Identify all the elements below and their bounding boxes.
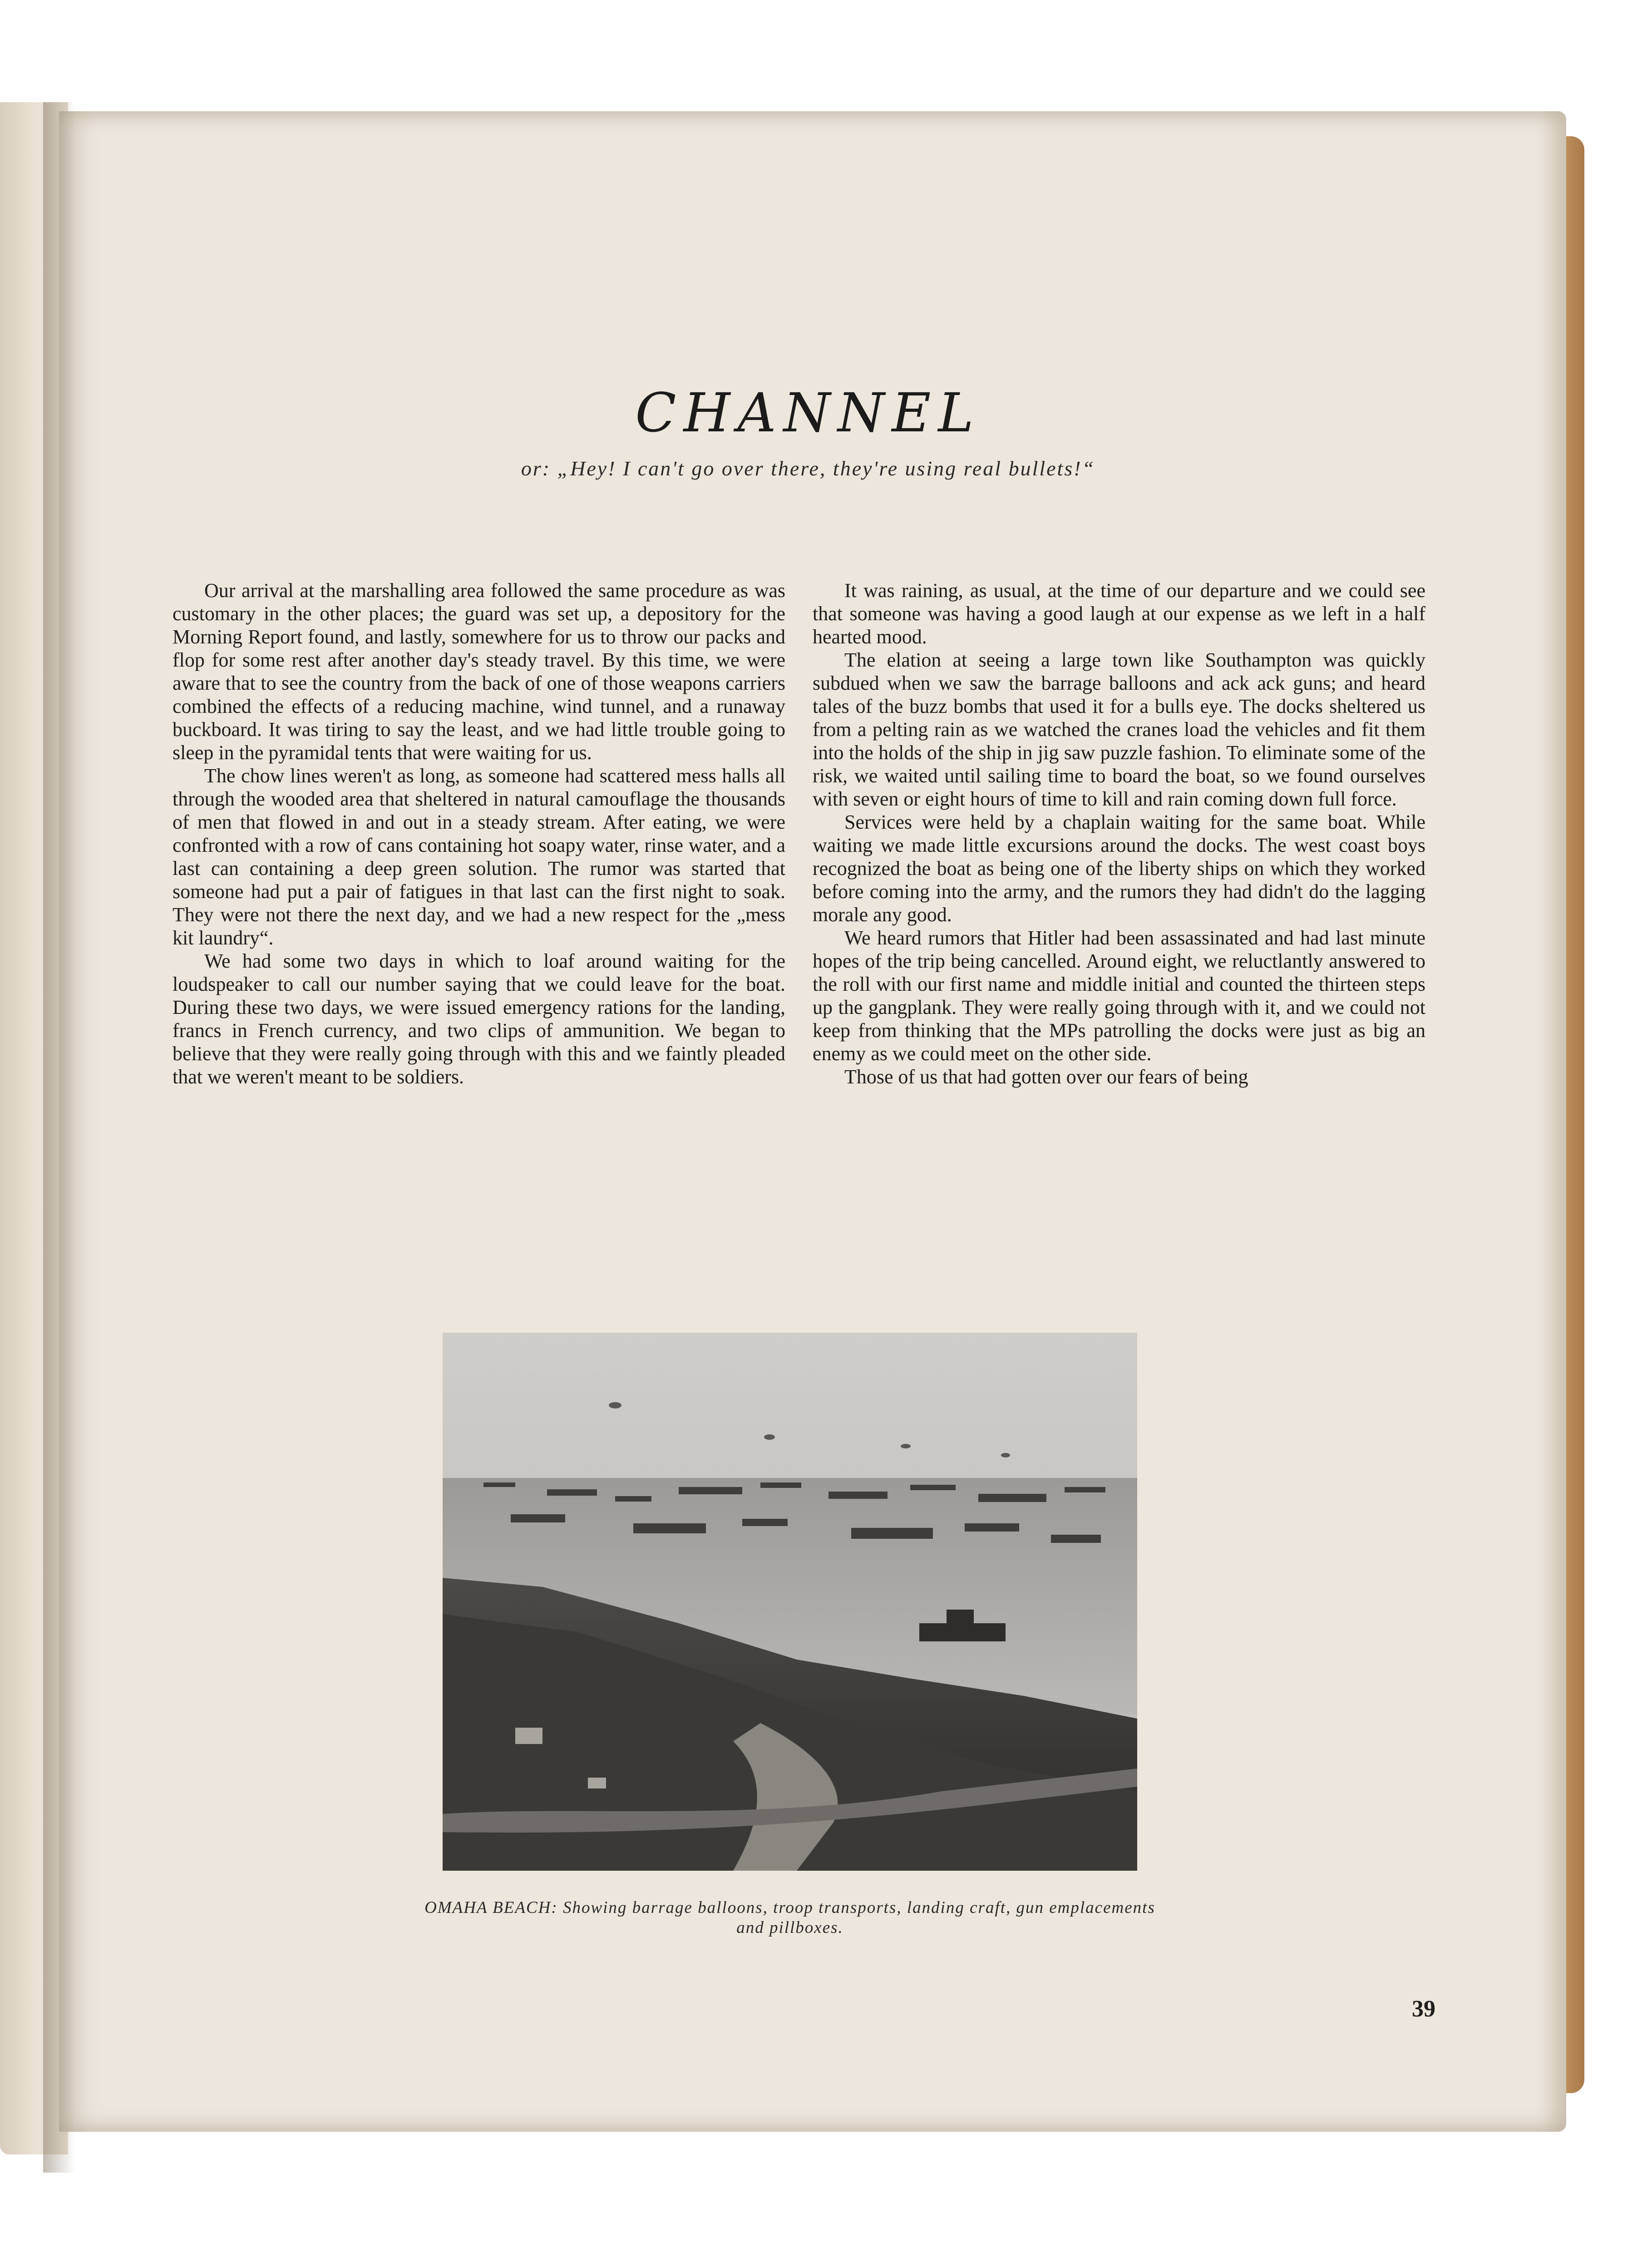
photo-caption: OMAHA BEACH: Showing barrage balloons, troop transports, landing craft, gun emplacements and pillboxes.	[424, 1898, 1155, 1937]
paragraph: It was raining, as usual, at the time of our departure and we could see that someone was having a good laugh at our expense as we left in a half hearted mood.	[813, 579, 1425, 648]
paragraph: Services were held by a chaplain waiting for the same boat. While waiting we made little excursions around the docks. The west coast boys recognized the boat as being one of the liberty ships on which they worked before coming into the army, and the rumors they had didn't do the lagging morale any good.	[813, 811, 1425, 926]
paragraph: Those of us that had gotten over our fears of being	[844, 1066, 1248, 1088]
page-title: CHANNEL	[635, 381, 981, 444]
page-number: 39	[1412, 1996, 1435, 2022]
paragraph: The chow lines weren't as long, as someone had scattered mess halls all through the wooded area that sheltered in natural camouflage the thousands of men that flowed in and out in a steady stream. After eating, we were confronted with a row of cans containing hot soapy water, rinse water, and a last can containing a deep green solution. The rumor was started that someone had put a pair of fatigues in that last can the first night to soak. They were not there the next day, and we had a new respect for the „mess kit laundry“.	[173, 765, 785, 949]
omaha-beach-photo	[443, 1333, 1137, 1871]
photo-illustration	[443, 1333, 1137, 1871]
paragraph: We heard rumors that Hitler had been assassinated and had last minute hopes of the trip being cancelled. Around eight, we reluctlantly answered to the roll with our first name and middle initial and counted the thirteen steps up the gangplank. They were really going through with it, and we could not keep from thinking that the MPs patrolling the docks were just as big an enemy as we could meet on the other side.	[813, 927, 1425, 1065]
paragraph: Our arrival at the marshalling area followed the same procedure as was customary in the other places; the guard was set up, a depository for the Morning Report found, and lastly, somewhere for us to throw our packs and flop for some rest after another day's steady travel. By this time, we were aware that to see the country from the back of one of those weapons carriers combined the effects of a reducing machine, wind tunnel, and a runaway buckboard. It was tiring to say the least, and we had little trouble going to sleep in the pyramidal tents that were waiting for us.	[173, 579, 785, 764]
page-subtitle: or: „Hey! I can't go over there, they're using real bullets!“	[521, 457, 1095, 480]
paragraph: We had some two days in which to loaf around waiting for the loudspeaker to call our number saying that we could leave for the boat. During these two days, we were issued emergency rations for the landing, francs in French currency, and two clips of ammunition. We began to believe that they were really going through with this and we faintly pleaded that we weren't meant to be soldiers.	[173, 950, 785, 1088]
left-text-column	[173, 579, 785, 1088]
right-text-column	[813, 579, 1425, 1088]
paragraph: The elation at seeing a large town like Southampton was quickly subdued when we saw the barrage balloons and ack ack guns; and heard tales of the buzz bombs that used it for a bulls eye. The docks sheltered us from a pelting rain as we watched the cranes load the vehicles and fit them into the holds of the ship in jig saw puzzle fashion. To eliminate some of the risk, we waited until sailing time to board the boat, so we found ourselves with seven or eight hours of time to kill and rain coming down full force.	[813, 649, 1425, 810]
